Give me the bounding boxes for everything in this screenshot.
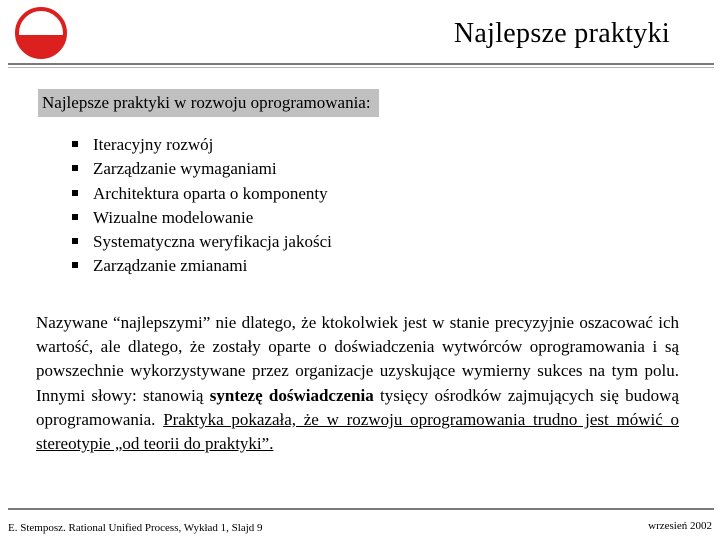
practices-list bbox=[72, 133, 332, 279]
list-item: Wizualne modelowanie bbox=[72, 206, 332, 230]
footer-source: E. Stemposz. Rational Unified Process, Wykład 1, Slajd 9 bbox=[8, 522, 263, 534]
list-item: Systematyczna weryfikacja jakości bbox=[72, 230, 332, 254]
page-title: Najlepsze praktyki bbox=[453, 18, 670, 49]
list-item: Zarządzanie wymaganiami bbox=[72, 157, 332, 181]
header-divider-thin bbox=[8, 67, 714, 68]
bullet-icon bbox=[72, 262, 78, 268]
list-item: Zarządzanie zmianami bbox=[72, 254, 332, 278]
section-heading: Najlepsze praktyki w rozwoju oprogramowania: bbox=[38, 89, 379, 117]
paragraph-bold-text: syntezę doświadczenia bbox=[209, 385, 374, 405]
footer-date: wrzesień 2002 bbox=[648, 520, 712, 532]
paragraph-underlined-text: Praktyka pokazała, że w rozwoju oprogramowania trudno jest mówić o stereotypie „od teorii do praktyki”. bbox=[36, 409, 679, 454]
body-paragraph bbox=[36, 311, 679, 456]
list-item: Architektura oparta o komponenty bbox=[72, 182, 332, 206]
paragraph-text: Nazywane “najlepszymi” nie dlatego, że ktokolwiek jest w stanie precyzyjnie oszacować ich wartość, ale dlatego, że zostały oparte o doświadczenia wytwórców oprogramowania i są powszechnie wykorzystywane przez organizacje uzyskujące wymierny sukces na tym polu. Innymi słowy: stanowią bbox=[36, 313, 679, 405]
logo-flag-icon bbox=[13, 5, 69, 61]
footer-divider bbox=[8, 508, 714, 510]
header-divider bbox=[8, 63, 714, 65]
bullet-icon bbox=[72, 214, 78, 220]
bullet-icon bbox=[72, 165, 78, 171]
bullet-icon bbox=[72, 141, 78, 147]
bullet-icon bbox=[72, 190, 78, 196]
bullet-icon bbox=[72, 238, 78, 244]
paragraph-text-continued: tysięcy ośrodków zajmujących się budową oprogramowania. bbox=[36, 385, 679, 429]
list-item: Iteracyjny rozwój bbox=[72, 133, 332, 157]
